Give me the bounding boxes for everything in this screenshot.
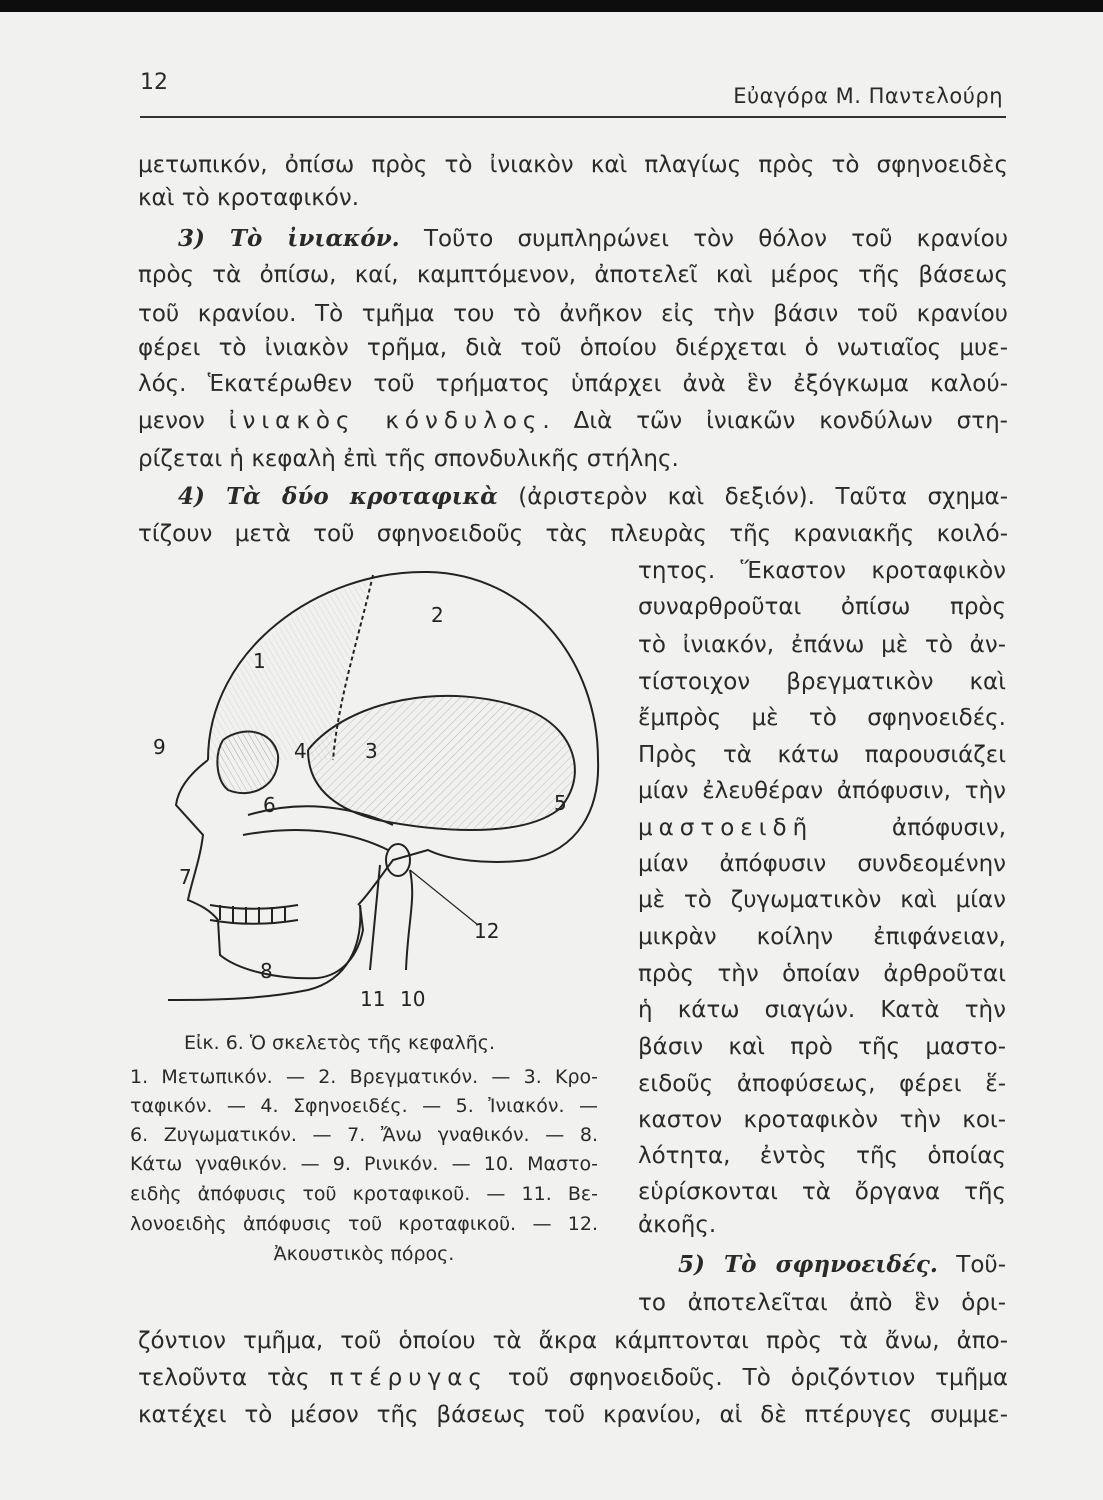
- figure-label: 6: [263, 793, 276, 817]
- text-line: ρίζεται ἡ κεφαλὴ ἐπὶ τῆς σπονδυλικῆς στήλης.: [138, 446, 679, 472]
- text-line: φέρει τὸ ἰνιακὸν τρῆμα, διὰ τοῦ ὁποίου διέρχεται ὁ νωτιαῖος μυε-: [138, 335, 1008, 361]
- mastoid-process: [406, 870, 412, 970]
- figure-label: 3: [365, 739, 378, 763]
- text-line: μίαν ἀπόφυσιν συνδεομένην: [638, 851, 1006, 877]
- text-line: τητος. Ἕκαστον κροταφικὸν: [638, 558, 1006, 584]
- ear-canal: [386, 844, 410, 876]
- header-rule: [140, 116, 1006, 118]
- text-line: καὶ τὸ κροταφικόν.: [138, 185, 360, 211]
- section-heading: 5) Τὸ σφηνοειδές.: [678, 1251, 938, 1278]
- text-line: καστον κροταφικὸν τὴν κοι-: [638, 1107, 1006, 1133]
- figure-label: 2: [431, 603, 444, 627]
- figure-caption-line: 6. Ζυγωματικόν. — 7. Ἄνω γναθικόν. — 8.: [130, 1124, 598, 1146]
- text-line: 5) Τὸ σφηνοειδές. Τοῦ-: [678, 1251, 1007, 1278]
- text-line: μενον ἰνιακὸς κόνδυλος. Διὰ τῶν ἰνιακῶν κονδύλων στη-: [138, 408, 1008, 434]
- figure-label: 11: [360, 987, 386, 1011]
- figure-caption-line: Ἀκουστικὸς πόρος.: [273, 1243, 455, 1265]
- text-line: λότητα, ἐντὸς τῆς ὁποίας: [638, 1143, 1006, 1169]
- figure-caption-line: ειδὴς ἀπόφυσις τοῦ κροταφικοῦ. — 11. Βε-: [130, 1183, 598, 1205]
- text-line: πρὸς τὰ ὀπίσω, καί, καμπτόμενον, ἀποτελεῖ καὶ μέρος τῆς βάσεως: [138, 262, 1008, 288]
- text-line: εὑρίσκονται τὰ ὄργανα τῆς: [638, 1179, 1006, 1205]
- text-line: ἡ κάτω σιαγών. Κατὰ τὴν: [638, 997, 1006, 1023]
- figure-label: 9: [153, 735, 166, 759]
- text-line: μαστοειδῆ ἀπόφυσιν,: [638, 815, 1006, 841]
- figure-label: 12: [474, 919, 500, 943]
- scan-top-edge: [0, 0, 1103, 12]
- spaced-term: μαστοειδῆ: [638, 815, 814, 841]
- figure-label: 7: [179, 865, 192, 889]
- figure-caption-line: λονοειδὴς ἀπόφυσις τοῦ κροταφικοῦ. — 12.: [130, 1213, 598, 1235]
- figure-label: 4: [294, 739, 307, 763]
- text-line: τοῦ κρανίου. Τὸ τμῆμα του τὸ ἀνῆκον εἰς τὴν βάσιν τοῦ κρανίου: [138, 301, 1008, 327]
- text-line: το ἀποτελεῖται ἀπὸ ἓν ὁρι-: [638, 1290, 1006, 1316]
- text-line: ζόντιον τμῆμα, τοῦ ὁποίου τὰ ἄκρα κάμπτονται πρὸς τὰ ἄνω, ἀπο-: [138, 1328, 1008, 1354]
- text-line: ειδοῦς ἀποφύσεως, φέρει ἕ-: [638, 1071, 1006, 1097]
- text-line: κατέχει τὸ μέσον τῆς βάσεως τοῦ κρανίου, αἱ δὲ πτέρυγες συμμε-: [138, 1402, 1008, 1428]
- page-number: 12: [140, 70, 168, 95]
- text-line: πρὸς τὴν ὁποίαν ἀρθροῦται: [638, 961, 1006, 987]
- running-head: Εὐαγόρα Μ. Παντελούρη: [733, 84, 1003, 108]
- figure-label: 8: [260, 959, 273, 983]
- text-line: 3) Τὸ ἰνιακόν. Τοῦτο συμπληρώνει τὸν θόλον τοῦ κρανίου: [178, 225, 1009, 252]
- text-line: τίζουν μετὰ τοῦ σφηνοειδοῦς τὰς πλευρὰς τῆς κρανιακῆς κοιλό-: [138, 521, 1008, 547]
- figure-label: 10: [400, 987, 426, 1011]
- section-heading: 4) Τὰ δύο κροταφικὰ: [178, 483, 498, 510]
- text-line: μικρὰν κοίλην ἐπιφάνειαν,: [638, 924, 1006, 950]
- text-line: τίστοιχον βρεγματικὸν καὶ: [638, 669, 1006, 695]
- figure-caption-title: Εἰκ. 6. Ὁ σκελετὸς τῆς κεφαλῆς.: [184, 1032, 495, 1054]
- skull-figure: [148, 560, 618, 1020]
- styloid-process: [370, 865, 380, 970]
- text-line: μίαν ἐλευθέραν ἀπόφυσιν, τὴν: [638, 778, 1006, 804]
- text-line: μὲ τὸ ζυγωματικὸν καὶ μίαν: [638, 887, 1006, 913]
- mandible-outline: [168, 905, 360, 1000]
- section-heading: 3) Τὸ ἰνιακόν.: [178, 225, 400, 252]
- figure-label: 5: [554, 791, 567, 815]
- text-line: τελοῦντα τὰς πτέρυγας τοῦ σφηνοειδοῦς. Τὸ ὁριζόντιον τμῆμα: [138, 1365, 1008, 1391]
- text-line: 4) Τὰ δύο κροταφικὰ (ἀριστερὸν καὶ δεξιόν). Ταῦτα σχημα-: [178, 483, 1008, 510]
- figure-caption-line: 1. Μετωπικόν. — 2. Βρεγματικόν. — 3. Κρο-: [130, 1066, 598, 1088]
- figure-caption-line: Κάτω γναθικόν. — 9. Ρινικόν. — 10. Μαστο-: [130, 1153, 598, 1175]
- figure-caption-line: ταφικόν. — 4. Σφηνοειδές. — 5. Ἰνιακόν. —: [130, 1095, 598, 1117]
- skull-illustration: [148, 560, 618, 1020]
- text-line: Πρὸς τὰ κάτω παρουσιάζει: [638, 742, 1006, 768]
- text-line: τὸ ἰνιακόν, ἐπάνω μὲ τὸ ἀν-: [638, 632, 1006, 658]
- text-line: βάσιν καὶ πρὸ τῆς μαστο-: [638, 1034, 1006, 1060]
- text-line: ἔμπρὸς μὲ τὸ σφηνοειδές.: [638, 705, 1006, 731]
- figure-label: 1: [253, 649, 266, 673]
- spaced-term: πτέρυγας: [329, 1365, 488, 1391]
- text-line: λός. Ἑκατέρωθεν τοῦ τρήματος ὑπάρχει ἀνὰ ἓν ἐξόγκωμα καλού-: [138, 371, 1008, 397]
- spaced-term: ἰνιακὸς κόνδυλος: [228, 408, 543, 434]
- text-line: μετωπικόν, ὀπίσω πρὸς τὸ ἰνιακὸν καὶ πλαγίως πρὸς τὸ σφηνοειδὲς: [138, 152, 1008, 178]
- text-line: ἀκοῆς.: [638, 1212, 717, 1238]
- text-line: συναρθροῦται ὀπίσω πρὸς: [638, 594, 1006, 620]
